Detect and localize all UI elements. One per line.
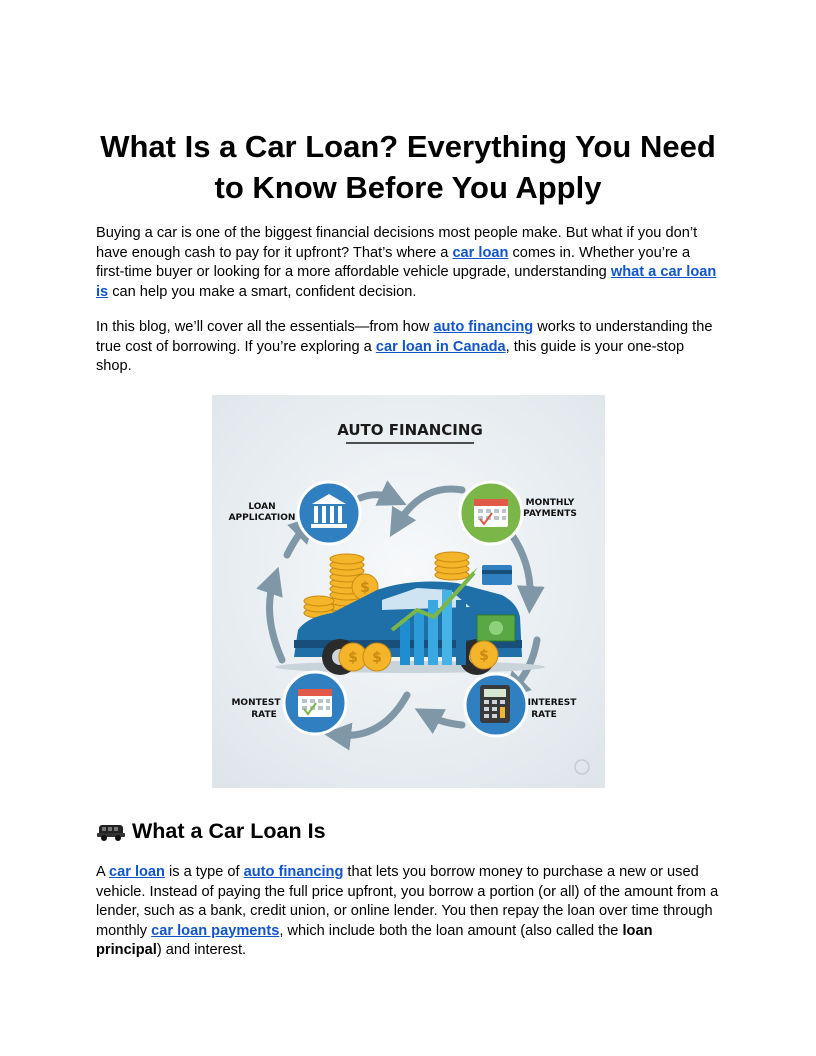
link-auto-financing-2[interactable]: auto financing <box>243 864 344 880</box>
dollar-icon: $ <box>479 648 489 664</box>
text-run: In this blog, we’ll cover all the essentials—from how <box>96 319 434 335</box>
link-car-loan-payments[interactable]: car loan payments <box>151 922 280 939</box>
infographic-svg <box>212 395 605 788</box>
dollar-icon: $ <box>348 650 358 666</box>
auto-financing-infographic <box>212 395 605 788</box>
text-run: Buying a car is one of the biggest financial decisions most people make. But what if you don’t have enough cash to pay for it upfront? That’s where a <box>96 225 698 261</box>
car-icon <box>96 820 126 842</box>
label-rate: RATE <box>531 710 557 720</box>
text-run: ) and interest. <box>156 942 247 958</box>
section-paragraph <box>96 863 720 961</box>
label-monthly: MONTHLY <box>525 498 575 508</box>
link-car-loan-in-canada[interactable]: car loan in Canada <box>375 338 506 355</box>
label-application: APPLICATION <box>228 513 296 523</box>
link-auto-financing[interactable]: auto financing <box>433 319 534 335</box>
text-run: works to understanding the true cost of borrowing. If you’re exploring a <box>96 319 713 355</box>
link-car-loan-2[interactable]: car loan <box>108 864 165 880</box>
text-run: , this guide is your one-stop shop. <box>96 338 685 374</box>
dollar-icon: $ <box>372 650 382 666</box>
section-heading <box>96 816 326 846</box>
text-run: A <box>96 864 109 880</box>
label-rate: RATE <box>251 710 277 720</box>
text-run: is a type of <box>164 864 244 880</box>
label-loan: LOAN <box>248 502 276 512</box>
page-title: What Is a Car Loan? Everything You Need to Know Before You Apply <box>100 129 716 205</box>
bold-loan-principal: loan principal <box>96 922 653 958</box>
infographic-title: AUTO FINANCING <box>337 421 483 439</box>
text-run: that lets you borrow money to purchase a new or used vehicle. Instead of paying the full price upfront, you borrow a portion (or all) of the amount from a lender, such as a bank, credit union, or online lender. You then repay the loan over time through monthly <box>96 864 719 939</box>
text-run: , which include both the loan amount (also called the <box>279 922 623 939</box>
label-interest: INTEREST <box>527 698 577 708</box>
text-run: can help you make a smart, confident decision. <box>108 283 417 300</box>
link-car-loan[interactable]: car loan <box>452 244 509 261</box>
label-montest: MONTEST <box>231 698 281 708</box>
label-payments: PAYMENTS <box>523 509 577 519</box>
text-run: comes in. Whether you’re a first-time buyer or looking for a more affordable vehicle upgrade, understanding <box>96 244 691 280</box>
section-heading-text: What a Car Loan Is <box>132 819 326 843</box>
link-what-a-car-loan-is[interactable]: what a car loan is <box>96 264 717 300</box>
intro-paragraph-1 <box>96 224 720 302</box>
dollar-icon: $ <box>360 580 370 596</box>
intro-paragraph-2 <box>96 318 720 377</box>
